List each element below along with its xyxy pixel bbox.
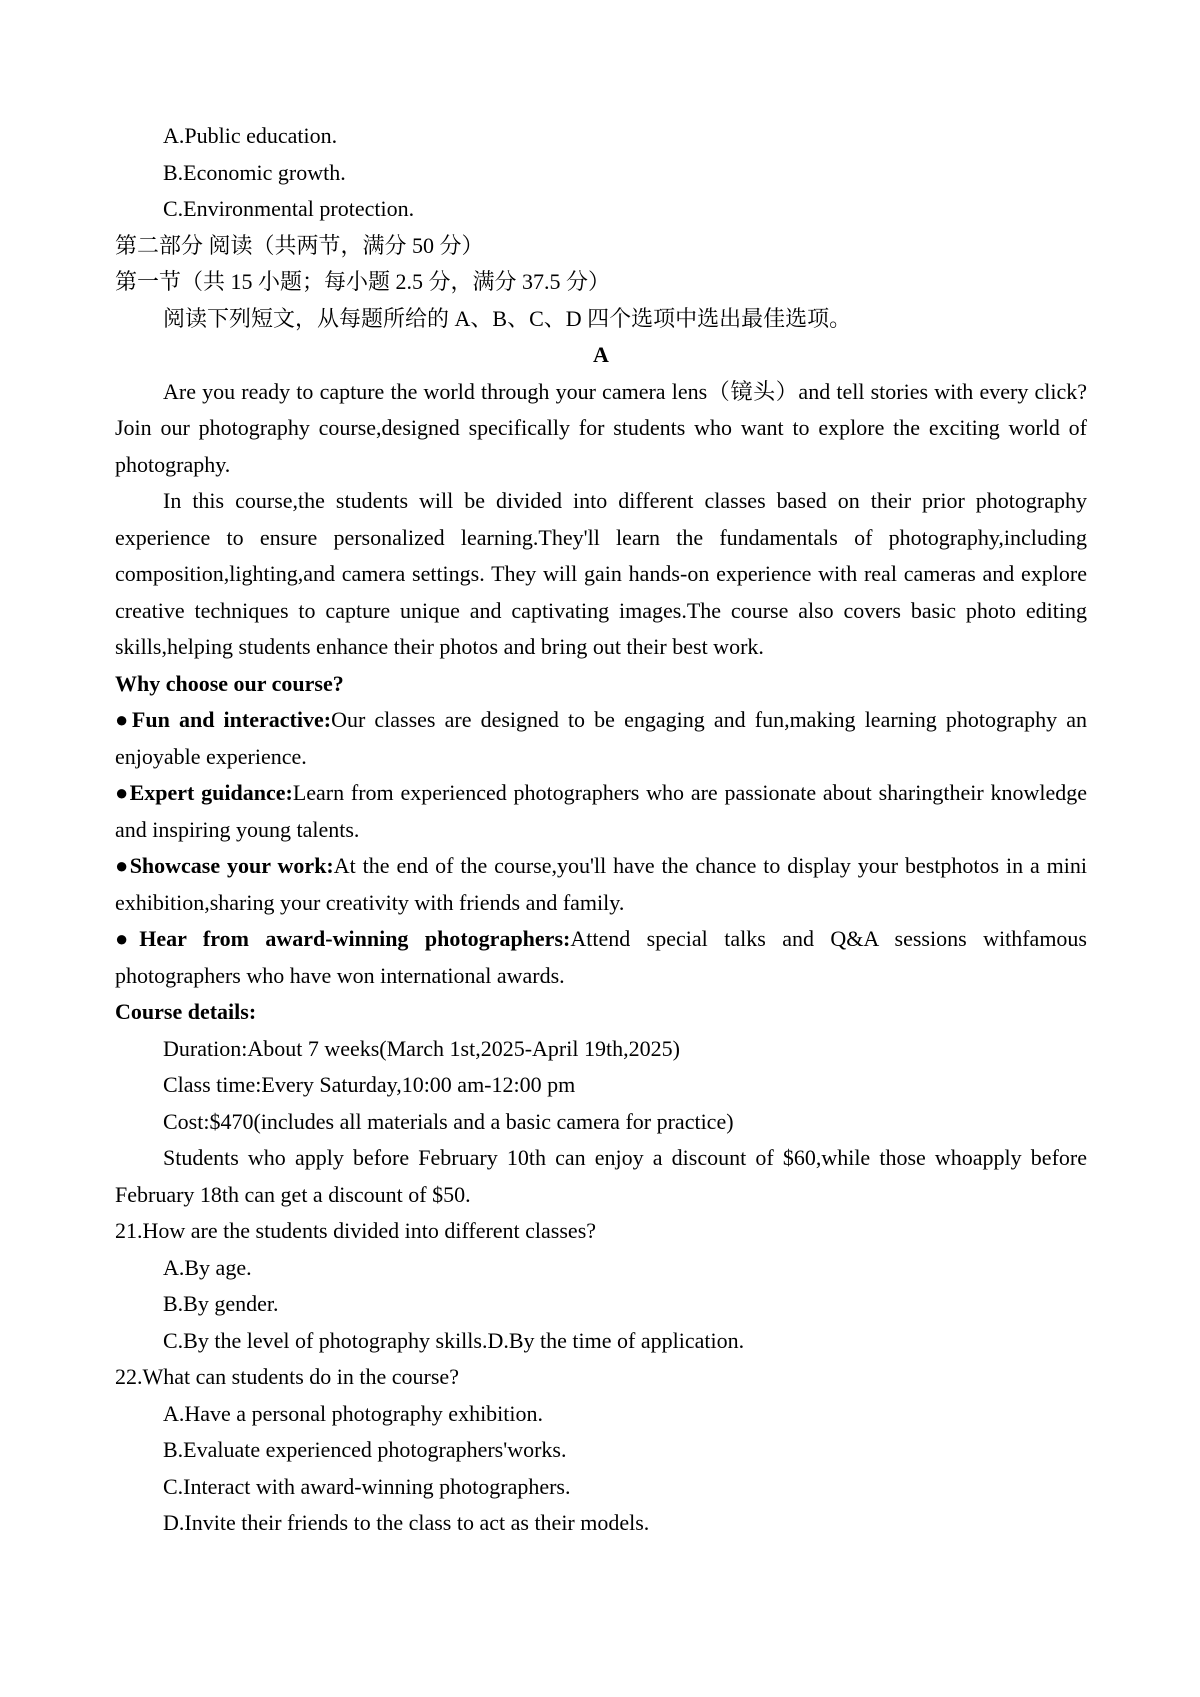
feature-text: At the end of the course,you'll have the chance to display your bestphotos in a mini exhibition,sharing your creativity with friends and family. bbox=[115, 853, 1087, 915]
passage-letter: A bbox=[593, 342, 609, 367]
course-paragraph: In this course,the students will be divided into different classes based on their prior photography experience to ensure personalized learning.They'll learn the fundamentals of photography,including composition,lighting,and camera settings. They will gain hands-on experience with real cameras and explore creative techniques to capture unique and captivating images.The course also covers basic photo editing skills,helping students enhance their photos and bring out their best work. bbox=[115, 488, 1087, 659]
prev-option-a: A.Public education. bbox=[163, 123, 338, 148]
question-option: A.By age. bbox=[163, 1254, 252, 1280]
feature-title: ●Expert guidance: bbox=[115, 780, 293, 805]
section-one-heading: 第一节（共 15 小题；每小题 2.5 分，满分 37.5 分） bbox=[115, 269, 611, 294]
exam-page bbox=[115, 118, 1087, 1542]
question-option: B.Evaluate experienced photographers'works. bbox=[163, 1437, 567, 1462]
instruction-text: 阅读下列短文，从每题所给的 A、B、C、D 四个选项中选出最佳选项。 bbox=[163, 305, 852, 331]
prev-option-b: B.Economic growth. bbox=[163, 159, 346, 185]
feature-item bbox=[115, 921, 1087, 994]
feature-text: Learn from experienced photographers who are passionate about sharingtheir knowledge and inspiring young talents. bbox=[115, 780, 1087, 842]
section-part-heading: 第二部分 阅读（共两节，满分 50 分） bbox=[115, 232, 484, 258]
question-stem: 22.What can students do in the course? bbox=[115, 1364, 459, 1389]
feature-item bbox=[115, 775, 1087, 848]
question-option: B.By gender. bbox=[163, 1291, 279, 1316]
feature-title: ●Hear from award-winning photographers: bbox=[115, 926, 571, 951]
question-stem: 21.How are the students divided into different classes? bbox=[115, 1218, 597, 1243]
intro-paragraph: Are you ready to capture the world through your camera lens（镜头）and tell stories with every click?Join our photography course,designed specifically for students who want to explore the exciting world of photography. bbox=[115, 378, 1087, 477]
why-heading: Why choose our course? bbox=[115, 670, 344, 696]
details-heading: Course details: bbox=[115, 999, 257, 1024]
feature-title: ●Showcase your work: bbox=[115, 853, 334, 878]
question-option: A.Have a personal photography exhibition. bbox=[163, 1400, 544, 1426]
detail-class-time: Class time:Every Saturday,10:00 am-12:00 pm bbox=[163, 1072, 576, 1097]
feature-text: Attend special talks and Q&A sessions withfamous photographers who have won international awards. bbox=[115, 926, 1087, 988]
detail-discount: Students who apply before February 10th can enjoy a discount of $60,while those whoapply before February 18th can get a discount of $50. bbox=[115, 1145, 1087, 1207]
detail-duration: Duration:About 7 weeks(March 1st,2025-April 19th,2025) bbox=[163, 1035, 680, 1061]
question-option: C.By the level of photography skills.D.By the time of application. bbox=[163, 1327, 745, 1353]
question-option: C.Interact with award-winning photographers. bbox=[163, 1473, 571, 1499]
feature-item bbox=[115, 702, 1087, 775]
feature-text: Our classes are designed to be engaging and fun,making learning photography an enjoyable experience. bbox=[115, 707, 1087, 769]
question-option: D.Invite their friends to the class to act as their models. bbox=[163, 1510, 650, 1535]
feature-item bbox=[115, 848, 1087, 921]
detail-cost: Cost:$470(includes all materials and a basic camera for practice) bbox=[163, 1108, 734, 1134]
prev-option-c: C.Environmental protection. bbox=[163, 196, 415, 221]
feature-title: ●Fun and interactive: bbox=[115, 707, 332, 732]
